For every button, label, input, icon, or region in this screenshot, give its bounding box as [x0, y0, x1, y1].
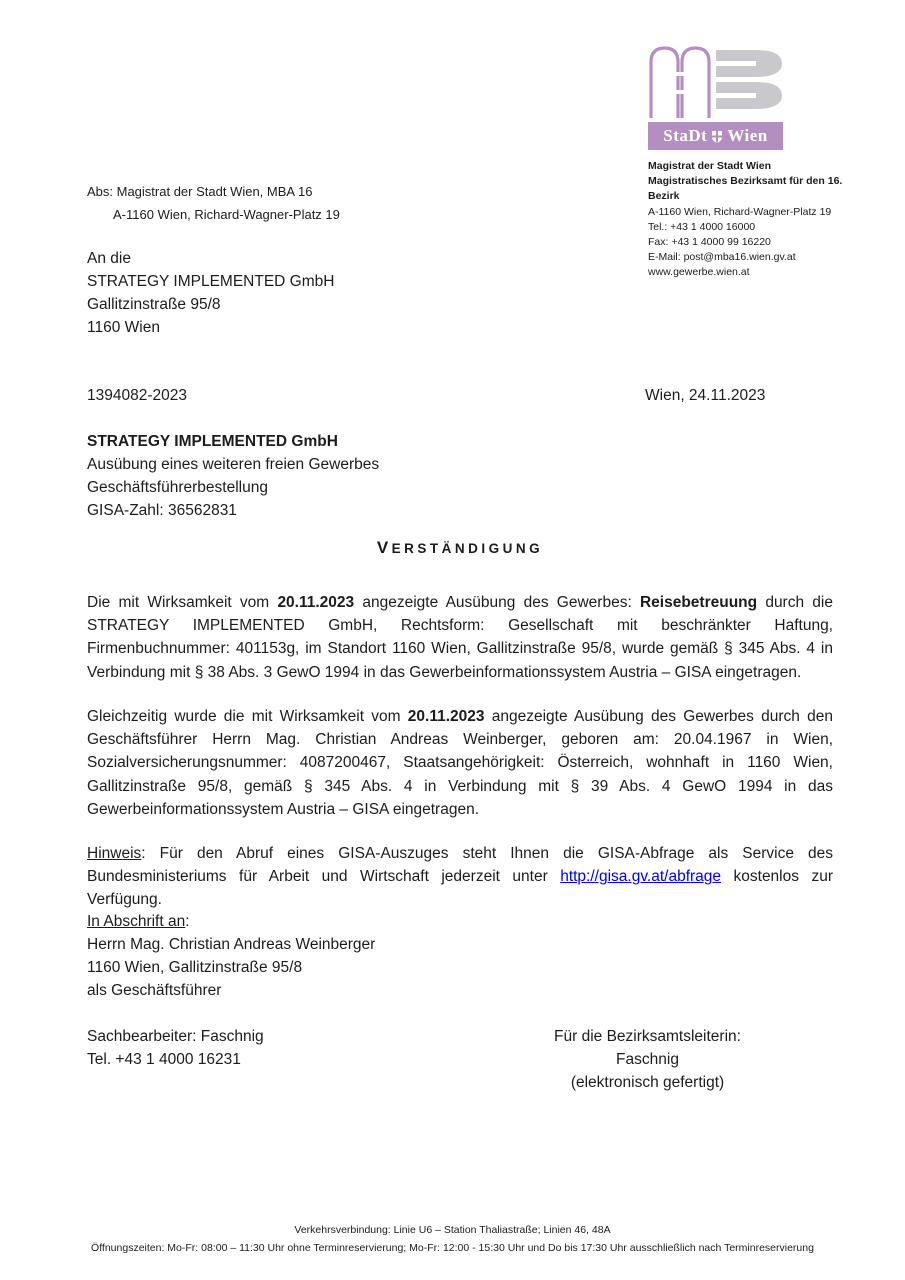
banner-text-left: StaDt [663, 126, 708, 145]
office-street: A-1160 Wien, Richard-Wagner-Platz 19 [648, 205, 832, 218]
clerk-phone: Tel. +43 1 4000 16231 [87, 1051, 241, 1068]
footer-hours-line: Öffnungszeiten: Mo-Fr: 08:00 – 11:30 Uhr ohne Terminreservierung; Mo-Fr: 12:00 - 15:30 Uhr und Do bis 17:30 Uhr ausschließlich nach Terminreservierung [91, 1242, 814, 1254]
office-dept-line-1: Magistratisches Bezirksamt für den 16. [648, 175, 843, 188]
signature-name: Faschnig [616, 1051, 679, 1068]
text-segment: : Für den Abruf eines GISA-Auszuges steht Ihnen die GISA-Abfrage als Service des Bundesministeriums für Arbeit und Wirtschaft jederzeit unter [87, 845, 833, 886]
paragraph-registration [87, 591, 833, 684]
copy-line-2: 1160 Wien, Gallitzinstraße 95/8 [87, 959, 303, 976]
subject-company: STRATEGY IMPLEMENTED GmbH [87, 433, 338, 450]
copy-line-1: Herrn Mag. Christian Andreas Weinberger [87, 936, 376, 953]
footer [0, 1221, 905, 1257]
signature-role: Für die Bezirksamtsleiterin: [554, 1028, 741, 1045]
recipient-city: 1160 Wien [87, 319, 160, 336]
subject-line-1: Ausübung eines weiteren freien Gewerbes [87, 456, 380, 473]
office-website: www.gewerbe.wien.at [648, 266, 750, 279]
office-email: E-Mail: post@mba16.wien.gv.at [648, 251, 796, 264]
stadt-wien-banner [648, 122, 783, 150]
office-address-block [648, 159, 848, 281]
clerk-name: Sachbearbeiter: Faschnig [87, 1028, 264, 1045]
recipient-company: STRATEGY IMPLEMENTED GmbH [87, 273, 335, 290]
paragraph-hinweis [87, 842, 833, 912]
text-segment: Gleichzeitig wurde die mit Wirksamkeit vom [87, 708, 408, 725]
vienna-coat-of-arms-icon [711, 130, 723, 143]
mba-stadt-wien-logo [648, 45, 788, 150]
signature-block [545, 1025, 750, 1094]
banner-text-right: Wien [727, 126, 768, 145]
text-segment: 20.11.2023 [277, 594, 355, 611]
hinweis-label: Hinweis [87, 845, 142, 862]
gisa-abfrage-link[interactable]: http://gisa.gv.at/abfrage [560, 868, 722, 886]
text-segment: angezeigte Ausübung des Gewerbes durch den Geschäftsführer Herrn Mag. Christian Andreas Weinberger, geboren am: 20.04.1967 in Wien, Sozialversicherungsnummer: 4087200467, Staatsangehörigkeit: Österreich, wohnhaft in 1160 Wien, Gallitzinstraße 95/8, gemäß § 345 Abs. 4 in Verbindung mit § 39 Abs. 4 GewO 1994 in das Gewerbeinformationssystem Austria – GISA eingetragen. [87, 708, 833, 818]
text-segment: Reisebetreuung [639, 594, 758, 611]
text-segment: durch die STRATEGY IMPLEMENTED GmbH, Rechtsform: Gesellschaft mit beschränkter Haftung, Firmenbuchnummer: 401153g, im Standort 1160 Wien, Gallitzinstraße 95/8, wurde gemäß § 345 Abs. 4 in Verbindung mit § 38 Abs. 3 GewO 1994 in das Gewerbeinformationssystem Austria – GISA eingetragen. [87, 594, 833, 681]
text-segment: angezeigte Ausübung des Gewerbes: [354, 594, 640, 611]
subject-block [87, 430, 379, 522]
copy-recipients-block [87, 910, 375, 1002]
sender-block [87, 180, 340, 226]
signature-note: (elektronisch gefertigt) [570, 1074, 725, 1091]
text-segment: Die mit Wirksamkeit vom [87, 594, 278, 611]
office-fax: Fax: +43 1 4000 99 16220 [648, 236, 771, 249]
recipient-salutation: An die [87, 250, 131, 267]
subject-line-2: Geschäftsführerbestellung [87, 479, 268, 496]
text-segment: kostenlos zur Verfügung. [87, 868, 833, 909]
sender-line-1: Abs: Magistrat der Stadt Wien, MBA 16 [87, 184, 313, 199]
office-tel: Tel.: +43 1 4000 16000 [648, 220, 756, 233]
copy-line-3: als Geschäftsführer [87, 982, 222, 999]
logo-letters [648, 45, 788, 120]
logo-letter-b-icon [716, 50, 782, 109]
recipient-street: Gallitzinstraße 95/8 [87, 296, 221, 313]
copy-heading [87, 910, 375, 933]
paragraph-managing-director [87, 705, 833, 821]
abschrift-label: In Abschrift an [87, 913, 186, 930]
text-segment: 20.11.2023 [407, 708, 485, 725]
office-dept-line-2: Bezirk [648, 190, 680, 203]
sender-line-2: A-1160 Wien, Richard-Wagner-Platz 19 [113, 207, 340, 222]
office-name-line: Magistrat der Stadt Wien [648, 160, 772, 172]
text-segment: : [185, 913, 190, 930]
clerk-block [87, 1025, 264, 1071]
logo-letter-m-icon [648, 45, 712, 118]
footer-transport-line: Verkehrsverbindung: Linie U6 – Station Thaliastraße; Linien 46, 48A [294, 1224, 611, 1236]
recipient-block [87, 247, 334, 339]
place-and-date: Wien, 24.11.2023 [645, 387, 766, 404]
subject-line-3: GISA-Zahl: 36562831 [87, 502, 237, 519]
reference-number: 1394082-2023 [87, 387, 187, 404]
document-heading: VERSTÄNDIGUNG [376, 538, 544, 557]
